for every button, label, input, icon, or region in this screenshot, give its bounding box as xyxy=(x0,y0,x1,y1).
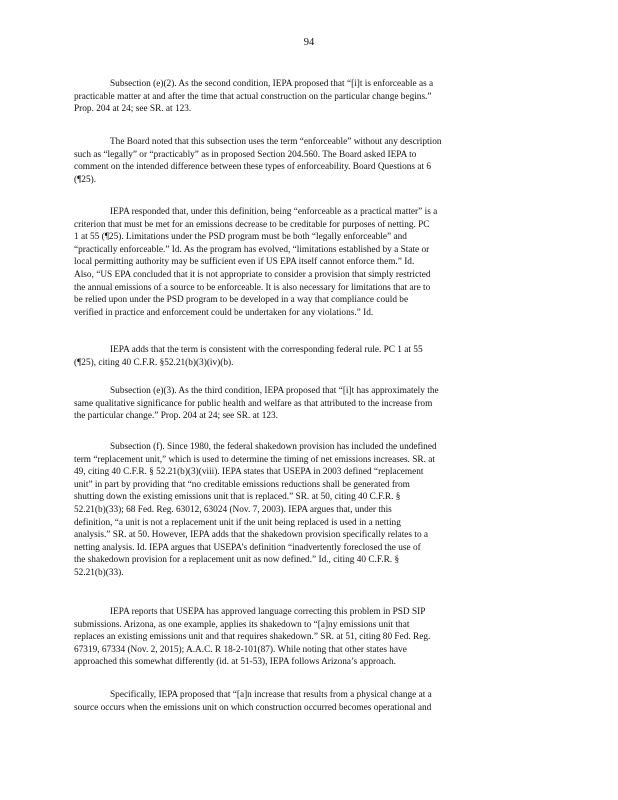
text-line: definition, “a unit is not a replacement unit if the unit being replaced is used in a netting xyxy=(74,517,401,528)
text-line: criterion that must be met for an emissions decrease to be creditable for purposes of netting. PC xyxy=(74,219,430,230)
paragraph-specifically xyxy=(74,689,548,714)
text-line: Also, “US EPA concluded that it is not appropriate to consider a provision that simply restricted xyxy=(74,269,431,280)
text-line: “practically enforceable.” Id. As the program has evolved, “limitations established by a State or xyxy=(74,244,430,255)
text-line: replaces an existing emissions unit and that requires shakedown.” SR. at 51, citing 80 Fed. Reg. xyxy=(74,632,431,643)
text-line: the particular change.” Prop. 204 at 24; see SR. at 123. xyxy=(74,411,278,422)
text-line: unit” in part by providing that “no creditable emissions reductions shall be generated from xyxy=(74,479,410,490)
text-line: Specifically, IEPA proposed that “[a]n increase that results from a physical change at a xyxy=(110,690,432,700)
text-line: netting analysis. Id. IEPA argues that USEPA’s definition “inadvertently foreclosed the use of xyxy=(74,542,421,553)
text-line: The Board noted that this subsection uses the term “enforceable” without any description xyxy=(110,137,442,147)
text-line: such as “legally” or “practicably” as in proposed Section 204.560. The Board asked IEPA to xyxy=(74,149,417,160)
text-line: IEPA responded that, under this definition, being “enforceable as a practical matter” is a xyxy=(110,207,438,217)
text-line: Subsection (e)(2). As the second condition, IEPA proposed that “[i]t is enforceable as a xyxy=(110,79,434,89)
paragraph-subsection-e2 xyxy=(74,78,548,116)
paragraph-board-noted xyxy=(74,136,548,186)
text-line: IEPA reports that USEPA has approved language correcting this problem in PSD SIP xyxy=(110,607,426,617)
text-line: Prop. 204 at 24; see SR. at 123. xyxy=(74,104,192,115)
paragraph-iepa-responded xyxy=(74,206,548,319)
text-line: local permitting authority may be sufficient even if US EPA itself cannot enforce them.” Id. xyxy=(74,257,415,268)
text-line: be relied upon under the PSD program to be developed in a way that compliance could be xyxy=(74,295,409,306)
text-line: term “replacement unit,” which is used to determine the timing of net emissions increases. SR. at xyxy=(74,454,435,465)
text-line: submissions. Arizona, as one example, applies its shakedown to “[a]ny emissions unit that xyxy=(74,619,410,630)
page-number: 94 xyxy=(303,37,315,48)
paragraph-iepa-reports xyxy=(74,606,548,669)
text-line: 67319, 67334 (Nov. 2, 2015); A.A.C. R 18-2-101(87). While noting that other states have xyxy=(74,644,407,655)
text-line: analysis.” SR. at 50. However, IEPA adds that the shakedown provision specifically relates to a xyxy=(74,530,429,541)
paragraph-iepa-adds xyxy=(74,344,548,369)
text-line: IEPA adds that the term is consistent with the corresponding federal rule. PC 1 at 55 xyxy=(110,345,423,355)
text-line: Subsection (f). Since 1980, the federal shakedown provision has included the undefined xyxy=(110,442,437,452)
text-line: Subsection (e)(3). As the third condition, IEPA proposed that “[i]t has approximately the xyxy=(110,386,439,396)
text-line: 52.21(b)(33). xyxy=(74,567,124,578)
text-line: approached this somewhat differently (id. at 51-53), IEPA follows Arizona’s approach. xyxy=(74,657,396,668)
text-line: (¶25), citing 40 C.F.R. §52.21(b)(3)(iv)(b). xyxy=(74,357,234,368)
text-line: 49, citing 40 C.F.R. § 52.21(b)(3)(viii). IEPA states that USEPA in 2003 defined “replacement xyxy=(74,467,424,478)
text-line: 52.21(b)(33); 68 Fed. Reg. 63012, 63024 (Nov. 7, 2003). IEPA argues that, under this xyxy=(74,504,392,515)
text-line: practicable matter at and after the time that actual construction on the particular change begins.” xyxy=(74,91,432,102)
paragraph-subsection-f xyxy=(74,441,548,580)
text-line: shutting down the existing emissions unit that is replaced.” SR. at 50, citing 40 C.F.R. § xyxy=(74,492,401,503)
text-line: same qualitative significance for public health and welfare as that attributed to the increase from xyxy=(74,398,433,409)
text-line: comment on the intended difference between these types of enforceability. Board Questions at 6 xyxy=(74,162,432,173)
text-line: verified in practice and enforcement could be undertaken for any violations.” Id. xyxy=(74,307,374,318)
text-line: the annual emissions of a source to be enforceable. It is also necessary for limitations that are to xyxy=(74,282,431,293)
text-line: the shakedown provision for a replacement unit as now defined.” Id., citing 40 C.F.R. § xyxy=(74,555,400,566)
text-line: 1 at 55 (¶25). Limitations under the PSD program must be both “legally enforceable” and xyxy=(74,232,407,243)
paragraph-subsection-e3 xyxy=(74,385,548,423)
text-line: (¶25). xyxy=(74,174,97,185)
text-line: source occurs when the emissions unit on which construction occurred becomes operational and xyxy=(74,702,432,713)
